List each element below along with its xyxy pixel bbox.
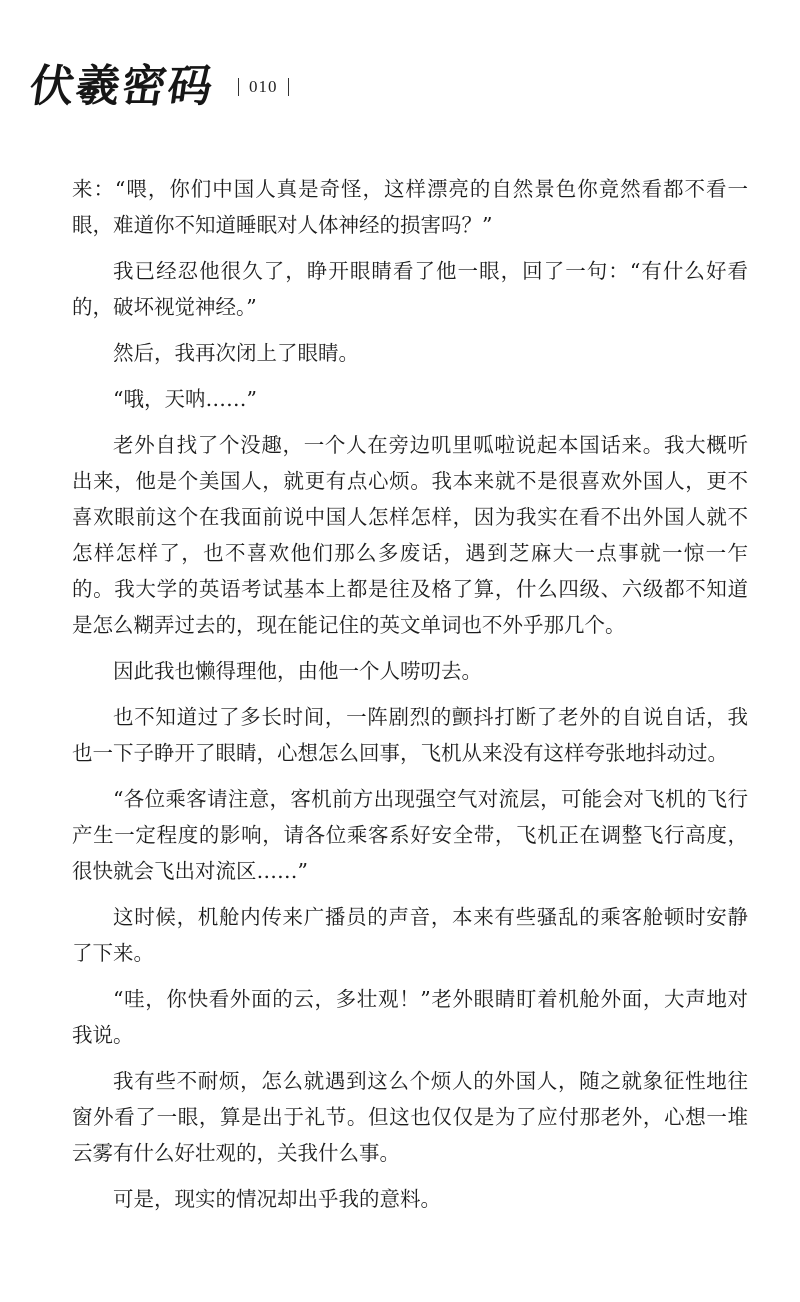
paragraph: 也不知道过了多长时间，一阵剧烈的颤抖打断了老外的自说自话，我也一下子睁开了眼睛，心想怎么回事，飞机从来没有这样夸张地抖动过。: [72, 705, 748, 765]
paragraph: 我已经忍他很久了，睁开眼睛看了他一眼，回了一句：“有什么好看的，破坏视觉神经。”: [72, 259, 748, 319]
paragraph: 我有些不耐烦，怎么就遇到这么个烦人的外国人，随之就象征性地往窗外看了一眼，算是出于礼节。但这也仅仅是为了应付那老外，心想一堆云雾有什么好壮观的，关我什么事。: [72, 1069, 748, 1165]
page-header: [26, 52, 289, 122]
paragraph: 可是，现实的情况却出乎我的意料。: [113, 1187, 441, 1211]
body-text: [72, 171, 748, 1227]
right-divider: [288, 78, 289, 96]
paragraph: 然后，我再次闭上了眼睛。: [113, 341, 359, 365]
page-number-box: [238, 77, 289, 97]
paragraph: “各位乘客请注意，客机前方出现强空气对流层，可能会对飞机的飞行产生一定程度的影响，请各位乘客系好安全带，飞机正在调整飞行高度，很快就会飞出对流区……”: [72, 787, 748, 883]
paragraph: 来：“喂，你们中国人真是奇怪，这样漂亮的自然景色你竟然看都不看一眼，难道你不知道睡眠对人体神经的损害吗？”: [72, 177, 748, 237]
page-number: 010: [249, 77, 278, 96]
paragraph: 因此我也懒得理他，由他一个人唠叨去。: [113, 659, 482, 683]
paragraph: “哦，天呐……”: [113, 387, 257, 411]
book-title: 伏羲密码: [26, 61, 218, 112]
paragraph: 老外自找了个没趣，一个人在旁边叽里呱啦说起本国话来。我大概听出来，他是个美国人，就更有点心烦。我本来就不是很喜欢外国人，更不喜欢眼前这个在我面前说中国人怎样怎样，因为我实在看不出外国人就不怎样怎样了，也不喜欢他们那么多废话，遇到芝麻大一点事就一惊一乍的。我大学的英语考试基本上都是往及格了算，什么四级、六级都不知道是怎么糊弄过去的，现在能记住的英文单词也不外乎那几个。: [72, 433, 748, 637]
left-divider: [238, 78, 239, 96]
paragraph: “哇，你快看外面的云，多壮观！”老外眼睛盯着机舱外面，大声地对我说。: [72, 987, 748, 1047]
paragraph: 这时候，机舱内传来广播员的声音，本来有些骚乱的乘客舱顿时安静了下来。: [72, 905, 748, 965]
